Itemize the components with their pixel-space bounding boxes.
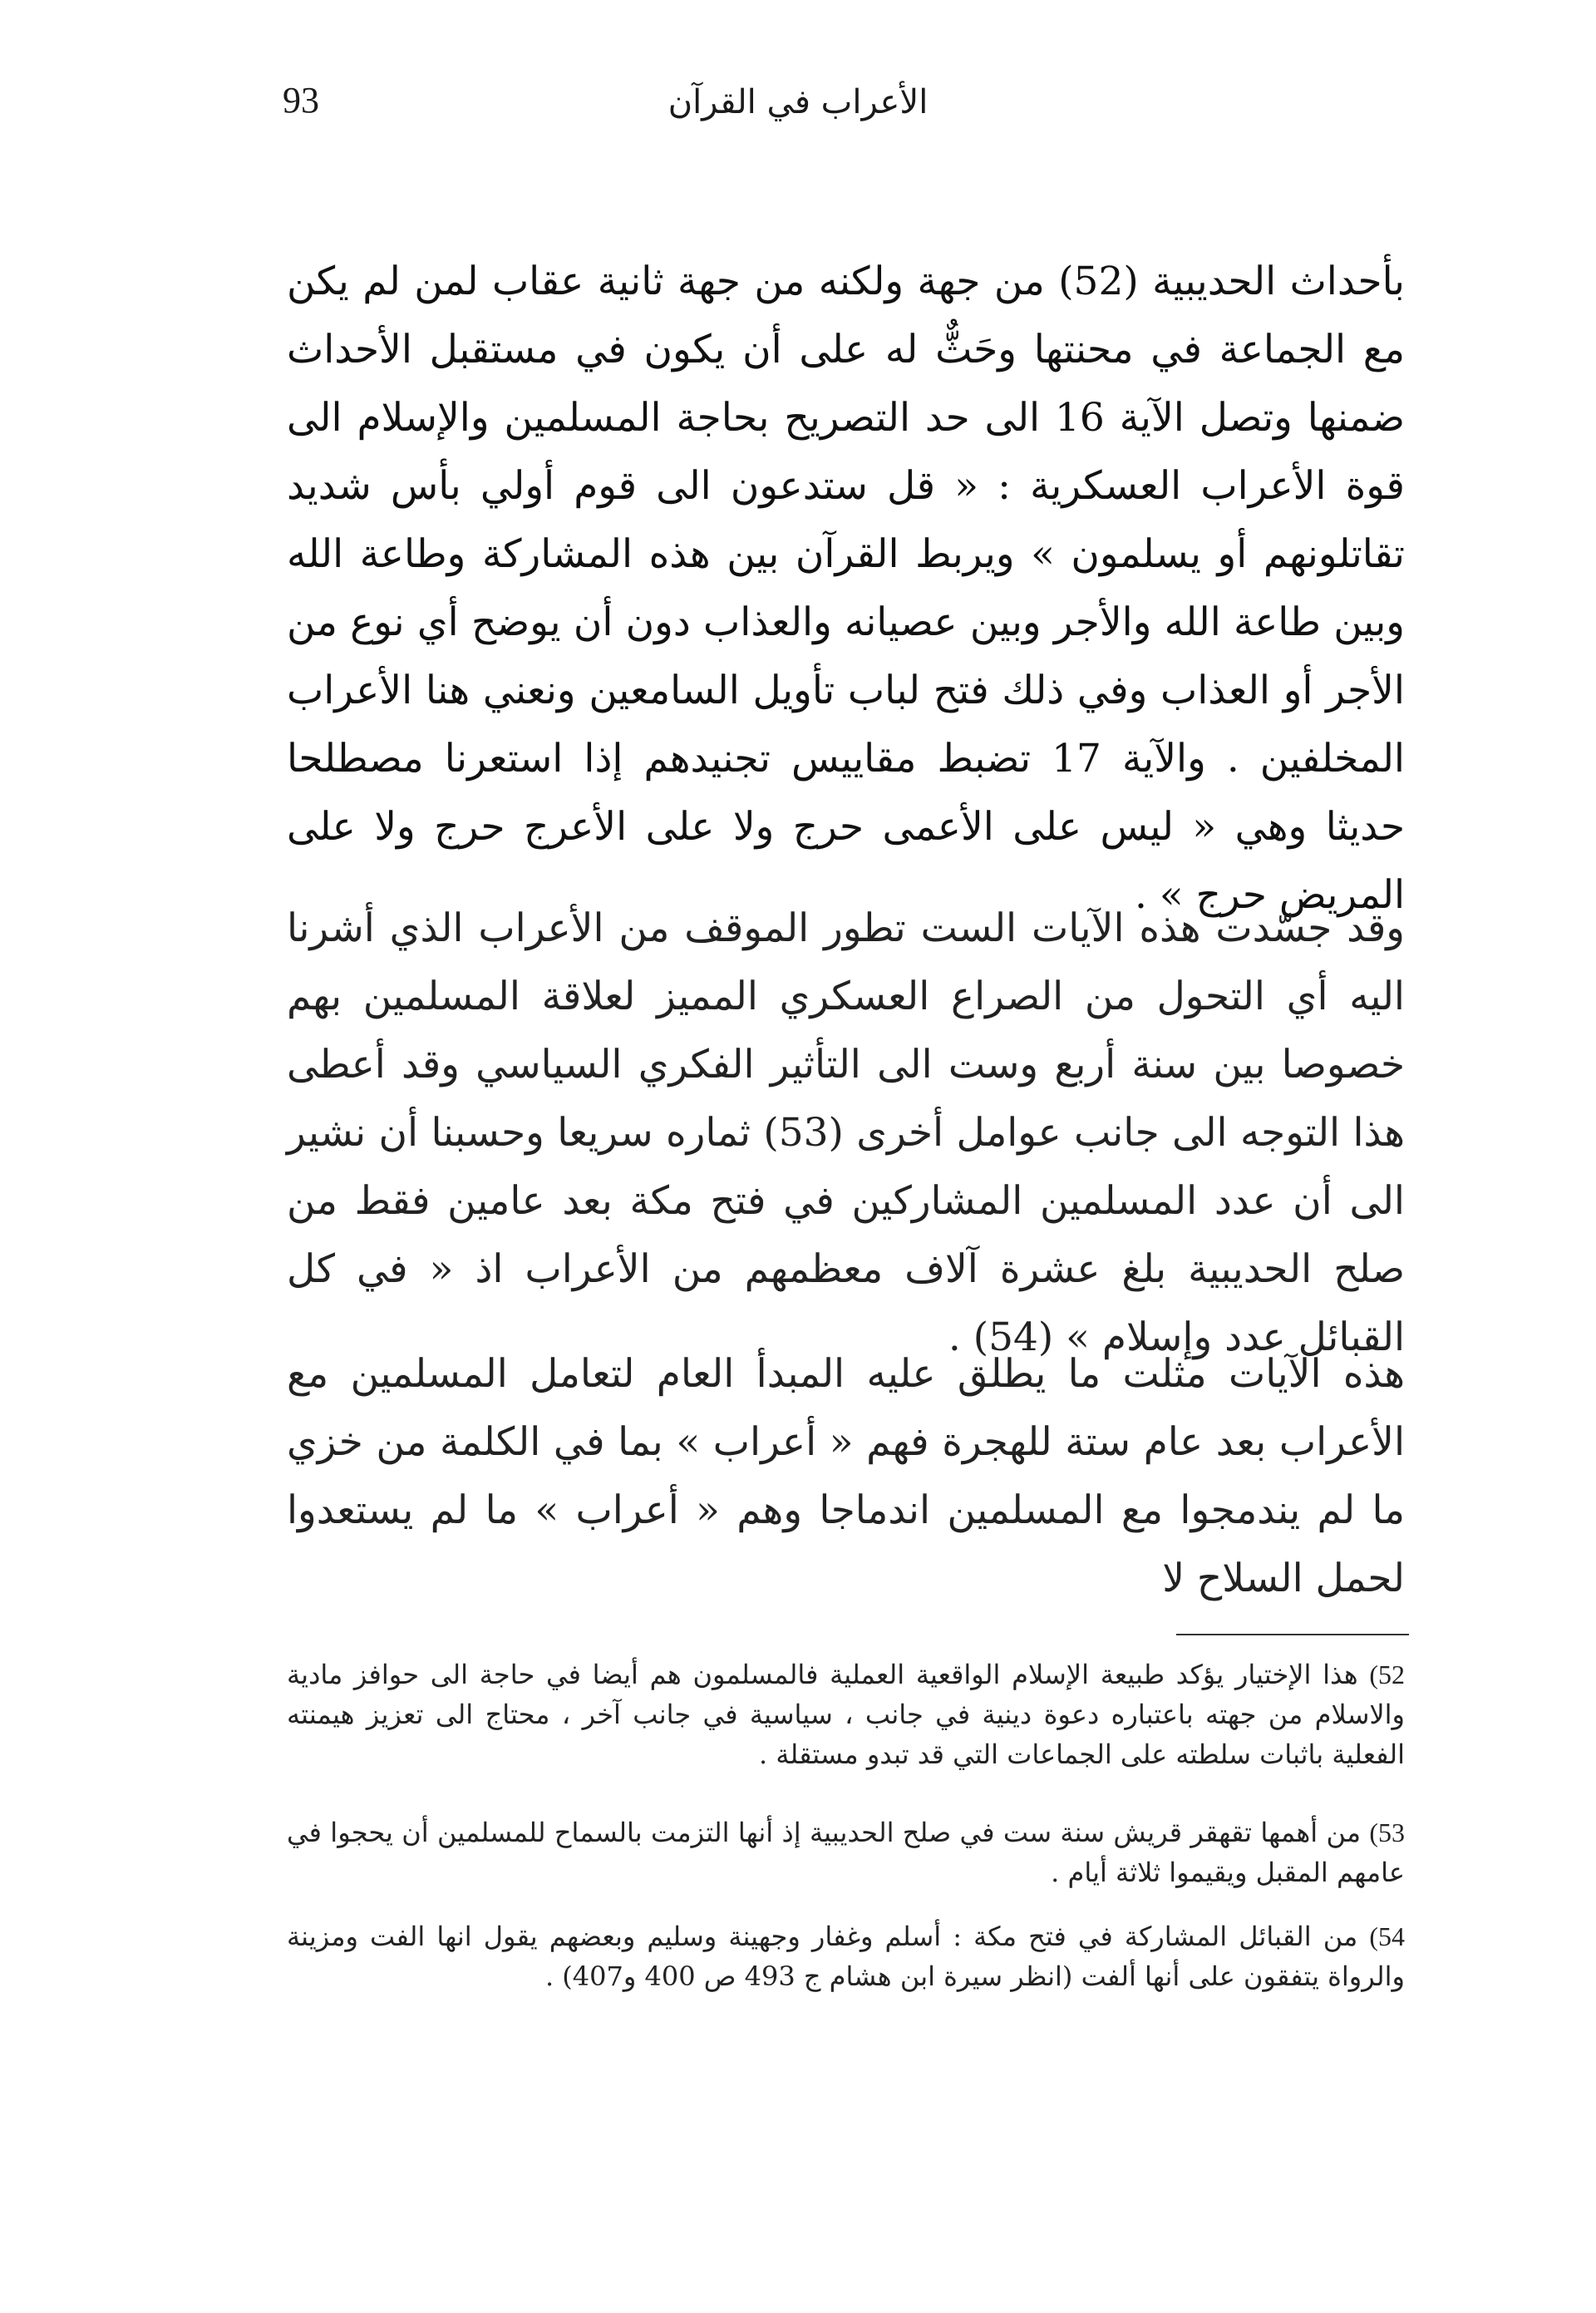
footnote-text: من القبائل المشاركة في فتح مكة : أسلم وغفار وجهينة وسليم وبعضهم يقول انها الفت ومزينة والرواة يتفقون على أنها ألفت (انظر سيرة ابن هشام ج 493 ص 400 و407) . bbox=[287, 1921, 1405, 1992]
footnote-text: من أهمها تقهقر قريش سنة ست في صلح الحديبية إذ أنها التزمت بالسماح للمسلمين أن يحجوا في عامهم المقبل ويقيموا ثلاثة أيام . bbox=[287, 1817, 1405, 1888]
footnote-number: 53) bbox=[1369, 1817, 1406, 1847]
body-paragraph: هذه الآيات مثلت ما يطلق عليه المبدأ العام لتعامل المسلمين مع الأعراب بعد عام ستة للهجرة فهم « أعراب » بما في الكلمة من خزي ما لم يندمجوا مع المسلمين اندماجا وهم « أعراب » ما لم يستعدوا لحمل السلاح لا bbox=[287, 1351, 1405, 1601]
page-number: 93 bbox=[283, 80, 319, 121]
body-paragraph: وقد جسّدت هذه الآيات الست تطور الموقف من الأعراب الذي أشرنا اليه أي التحول من الصراع العسكري المميز لعلاقة المسلمين بهم خصوصا بين سنة أربع وست الى التأثير الفكري السياسي وقد أعطى هذا التوجه الى جانب عوامل أخرى (53) ثماره سريعا وحسبنا أن نشير الى أن عدد المسلمين المشاركين في فتح مكة بعد عامين فقط من صلح الحديبية بلغ عشرة آلاف معظمهم من الأعراب اذ « في كل القبائل عدد وإسلام » (54) . bbox=[287, 905, 1405, 1360]
footnote-number: 54) bbox=[1369, 1921, 1406, 1951]
footnote bbox=[287, 1655, 1405, 1774]
footnote-separator bbox=[1176, 1634, 1409, 1635]
footnote bbox=[287, 1812, 1405, 1892]
running-title: الأعراب في القرآن bbox=[667, 83, 929, 121]
footnote-number: 52) bbox=[1369, 1660, 1406, 1689]
body-paragraph: بأحداث الحديبية (52) من جهة ولكنه من جهة ثانية عقاب لمن لم يكن مع الجماعة في محنتها وحَثٌّ له على أن يكون في مستقبل الأحداث ضمنها وتصل الآية 16 الى حد التصريح بحاجة المسلمين والإسلام الى قوة الأعراب العسكرية : « قل ستدعون الى قوم أولي بأس شديد تقاتلونهم أو يسلمون » ويربط القرآن بين هذه المشاركة وطاعة الله وبين طاعة الله والأجر وبين عصيانه والعذاب دون أن يوضح أي نوع من الأجر أو العذاب وفي ذلك فتح لباب تأويل السامعين ونعني هنا الأعراب المخلفين . والآية 17 تضبط مقاييس تجنيدهم إذا استعرنا مصطلحا حديثا وهي « ليس على الأعمى حرج ولا على الأعرج حرج ولا على المريض حرج » . bbox=[287, 259, 1406, 918]
footnote-text: هذا الإختيار يؤكد طبيعة الإسلام الواقعية العملية فالمسلمون هم أيضا في حاجة الى حوافز مادية والاسلام من جهته باعتباره دعوة دينية في جانب ، سياسية في جانب آخر ، محتاج الى تعزيز هيمنته الفعلية باثبات سلطته على الجماعات التي قد تبدو مستقلة . bbox=[287, 1659, 1405, 1770]
footnote bbox=[287, 1916, 1405, 1996]
